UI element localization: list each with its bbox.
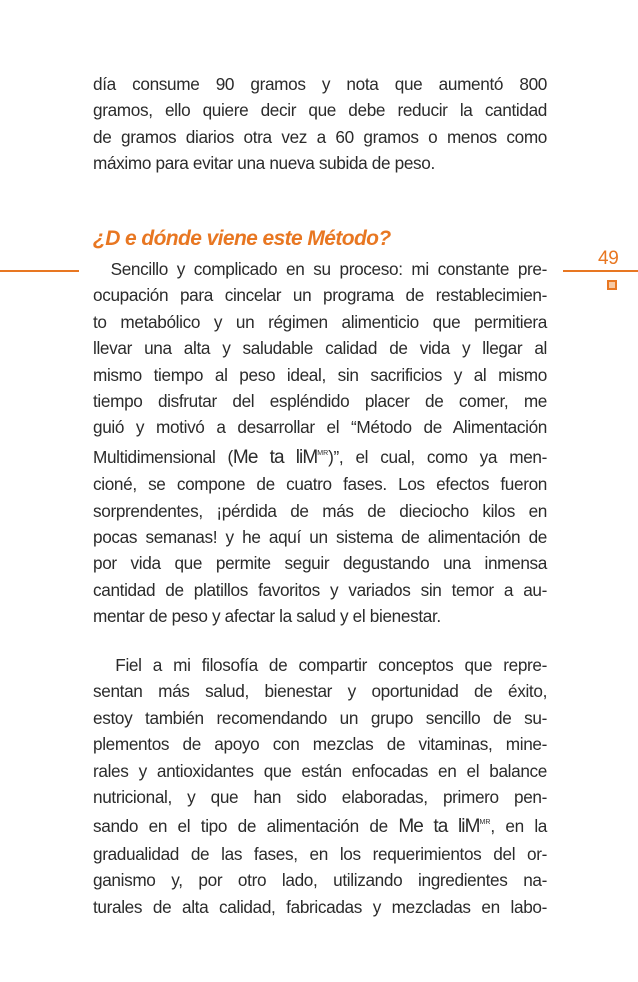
paragraph-3	[93, 652, 547, 920]
text-line: cioné, se compone de cuatro fases. Los efectos fueron	[93, 474, 547, 495]
text-line: plementos de apoyo con mezclas de vitaminas, mine-	[93, 734, 547, 755]
text-line: gradualidad de las fases, en los requerimientos del or-	[93, 843, 547, 864]
text-line: nutricional, y que han sido elaboradas, primero pen-	[93, 787, 547, 808]
text-fragment: , en la	[490, 816, 548, 837]
text-line: tiempo disfrutar del espléndido placer de comer, me	[93, 391, 547, 412]
text-fragment: Multidimensional (	[93, 446, 233, 467]
page-marker-square-icon	[607, 280, 617, 290]
paragraph-1	[93, 71, 547, 177]
text-line: estoy también recomendando un grupo sencillo de su-	[93, 707, 547, 728]
text-line: llevar una alta y saludable calidad de vida y llegar al	[93, 338, 547, 359]
text-line: por vida que permite seguir degustando una inmensa	[93, 553, 547, 574]
text-fragment: )”, el cual, como ya men-	[328, 446, 547, 467]
trademark-superscript: MR	[317, 449, 329, 457]
text-line: ganismo y, por otro lado, utilizando ingredientes na-	[93, 870, 547, 891]
text-line: gramos, ello quiere decir que debe reducir la cantidad	[93, 100, 547, 121]
text-line: cantidad de platillos favoritos y variados sin temor a au-	[93, 579, 547, 600]
page-number: 49	[598, 248, 619, 269]
text-line: rales y antioxidantes que están enfocadas en el balance	[93, 760, 547, 781]
text-line-with-brand	[93, 441, 547, 471]
brand-name: Me ta liM	[398, 816, 480, 838]
text-line: máximo para evitar una nueva subida de peso.	[93, 153, 435, 174]
text-line: Fiel a mi filosofía de compartir conceptos que repre-	[93, 655, 547, 675]
section-heading: ¿D e dónde viene este Método?	[93, 227, 391, 250]
text-line: mentar de peso y afectar la salud y el bienestar.	[93, 606, 441, 627]
text-line: mismo tiempo al peso ideal, sin sacrificios y al mismo	[93, 364, 547, 385]
brand-name: Me ta liM	[232, 446, 318, 468]
text-line: sorprendentes, ¡pérdida de más de dieciocho kilos en	[93, 500, 547, 521]
text-line-with-brand	[93, 810, 547, 840]
text-line: to metabólico y un régimen alimenticio que permitiera	[93, 311, 547, 332]
text-line: de gramos diarios otra vez a 60 gramos o menos como	[93, 126, 547, 147]
right-margin-rule	[563, 270, 638, 272]
text-line: día consume 90 gramos y nota que aumentó 800	[93, 74, 547, 94]
paragraph-2	[93, 256, 547, 630]
left-margin-rule	[0, 270, 79, 272]
text-line: guió y motivó a desarrollar el “Método de Alimentación	[93, 417, 547, 438]
text-line: Sencillo y complicado en su proceso: mi constante pre-	[93, 259, 547, 279]
text-line: ocupación para cincelar un programa de restablecimien-	[93, 285, 547, 306]
text-line: pocas semanas! y he aquí un sistema de alimentación de	[93, 527, 547, 548]
text-fragment: sando en el tipo de alimentación de	[93, 816, 399, 837]
text-line: turales de alta calidad, fabricadas y mezcladas en labo-	[93, 896, 547, 917]
text-line: sentan más salud, bienestar y oportunidad de éxito,	[93, 681, 547, 702]
trademark-superscript: MR	[479, 819, 491, 827]
